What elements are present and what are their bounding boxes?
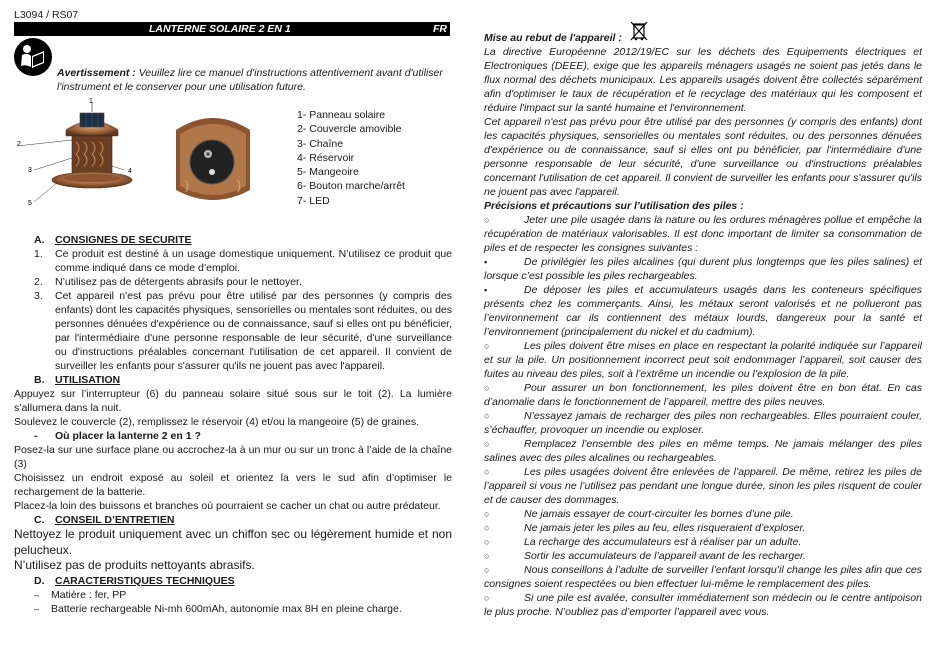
warning-label: Avertissement :	[57, 67, 136, 79]
callout-3: 3	[28, 167, 32, 174]
batteries-heading: Précisions et précautions sur l’utilisation des piles :	[484, 200, 744, 212]
battery-item: ○ Pour assurer un bon fonctionnement, les piles doivent être en bon état. En cas d’anomalie dans le fonctionnement de l’appareil, mettre des piles neuves.	[484, 382, 922, 408]
reference-code: L3094 / RS07	[14, 9, 79, 21]
section-d-heading: D. CARACTERISTIQUES TECHNIQUES	[34, 574, 235, 587]
part-item: 1- Panneau solaire	[297, 109, 386, 121]
title-bar	[14, 22, 450, 36]
battery-item: ▪ De privilégier les piles alcalines (qui durent plus longtemps que les piles salines) et lorsque c’est possible les piles rechargeables.	[484, 256, 922, 282]
section-a-heading: A. CONSIGNES DE SECURITE	[34, 234, 192, 246]
placement-subheading: - Où placer la lanterne 2 en 1 ?	[34, 430, 201, 442]
callout-1: 1	[89, 98, 93, 105]
spec-item: – Matière : fer, PP	[34, 588, 127, 601]
usage-paragraph: Soulevez le couvercle (2), remplissez le réservoir (4) et/ou la mangeoire (5) de graines.	[14, 416, 420, 428]
placement-paragraph: Placez-la loin des buissons et branches où pourraient se cacher un chat ou autre prédateur.	[14, 500, 441, 512]
battery-item: ○ N’essayez jamais de recharger des piles non rechargeables. Elles pourraient couler, s’échauffer, provoquer un incendie ou exploser.	[484, 410, 922, 436]
battery-item: ○ Les piles doivent être mises en place en respectant la polarité indiquée sur l’appareil et sur la pile. Un positionnement incorrect peut soit endommager l’appareil, soit causer des fuites au niveau des piles, soit à l’extrême un incendie ou l’explosion de la pile.	[484, 340, 922, 380]
callout-5: 5	[28, 200, 32, 207]
battery-item: ○ Jeter une pile usagée dans la nature ou les ordures ménagères pollue et empêche la récupération de matériaux valorisables. Il est donc important de limiter sa consommation de piles et de respecter les consignes suivantes :	[484, 214, 922, 254]
left-column	[14, 233, 452, 616]
battery-item: ○ La recharge des accumulateurs est à réaliser par un adulte.	[484, 536, 802, 548]
battery-item: ○ Remplacez l’ensemble des piles en même temps. Ne jamais mélanger des piles salines avec des piles alcalines ou rechargeables.	[484, 438, 922, 464]
part-item: 2- Couvercle amovible	[297, 123, 402, 136]
disposal-paragraph: Cet appareil n'est pas prévu pour être utilisé par des personnes (y compris des enfants) dont les capacités physiques, sensorielles ou mentales sont réduites, ou des personnes dénuées d'expérience ou de connaissance, sauf si elles ont pu bénéficier, par l'intermédiaire d'une personne responsable de leur sécurité, d'une surveillance ou d'instructions préalables concernant l'utilisation de cet appareil. Il convient de surveiller les enfants pour s'assurer qu'ils ne jouent pas avec l'appareil.	[484, 116, 922, 198]
lantern-underside-photo	[172, 110, 254, 205]
placement-paragraph: Choisissez un endroit exposé au soleil et orientez la vers le sud afin d’optimiser le rechargement de la batterie.	[14, 472, 452, 498]
section-b-heading: B. UTILISATION	[34, 374, 121, 386]
callout-2: 2	[17, 141, 21, 148]
callout-4: 4	[128, 168, 132, 175]
safety-item: 3. Cet appareil n'est pas prévu pour être utilisé par des personnes (y compris des enfants) dont les capacités physiques, sensorielles ou mentales sont réduites, ou des personnes dénuées d'expérience ou de connaissance, sauf si elles ont pu bénéficier, par l'intermédiaire d'une personne responsable de leur sécurité, d'une surveillance ou d'instructions préalables concernant l'utilisation de cet appareil. Il convient de surveiller les enfants pour s'assurer qu'ils ne jouent pas avec l'appareil.	[34, 290, 452, 372]
disposal-heading: Mise au rebut de l'appareil :	[484, 32, 622, 44]
maintenance-paragraph: N’utilisez pas de produits nettoyants abrasifs.	[14, 558, 255, 572]
battery-item: ○ Si une pile est avalée, consulter immédiatement son médecin ou le centre antipoison le plus proche. N’oubliez pas d’emporter l’appareil avec vous.	[484, 592, 922, 618]
warning-paragraph	[14, 66, 452, 94]
section-c-heading: C. CONSEIL D’ENTRETIEN	[34, 514, 175, 526]
language-code: FR	[433, 23, 447, 35]
part-item: 5- Mangeoire	[297, 166, 359, 179]
part-item: 7- LED	[297, 194, 330, 207]
lantern-photo	[14, 96, 164, 216]
battery-item: ○ Les piles usagées doivent être enlevées de l’appareil. De même, retirez les piles de l’appareil si vous ne l’utilisez pas pendant une longue durée, sinon les piles risquent de couler et de causer des dommages.	[484, 466, 922, 506]
battery-item: ▪ De déposer les piles et accumulateurs usagés dans les conteneurs spécifiques présents chez les commerçants. Ainsi, les métaux seront valorisés et ne pollueront pas l’environnement car ils contiennent des métaux lourds, dangereux pour la santé et l’environnement (principalement du nickel et du cadmium).	[484, 284, 922, 338]
part-item: 4- Réservoir	[297, 151, 355, 164]
safety-item: 1. Ce produit est destiné à un usage domestique uniquement. N’utilisez ce produit que comme indiqué dans ce mode d’emploi.	[34, 248, 452, 274]
placement-paragraph: Posez-la sur une surface plane ou accrochez-la à un mur ou sur un tronc à l’aide de la chaîne (3)	[14, 444, 452, 470]
part-item: 3- Chaîne	[297, 137, 344, 150]
disposal-paragraph: La directive Européenne 2012/19/EC sur les déchets des Equipements électriques et Electroniques (DEEE), exige que les appareils ménagers usagés ne soient pas jetés dans le flux normal des déchets municipaux. Les appareils usagés doivent être collectés séparément afin d'optimiser le taux de récupération et le recyclage des matériaux qui les composent et réduire l'impact sur la santé humaine et l'environnement.	[484, 46, 922, 114]
safety-item: 2. N’utilisez pas de détergents abrasifs pour le nettoyer.	[34, 276, 302, 288]
warning-text: Veuillez lire ce manuel d'instructions attentivement avant d'utiliser l'instrument et le conserver pour une utilisation future.	[57, 67, 443, 93]
maintenance-paragraph: Nettoyez le produit uniquement avec un chiffon sec ou légèrement humide et non pelucheux.	[14, 527, 452, 557]
spec-item: – Batterie rechargeable Ni-mh 600mAh, autonomie max 8H en pleine charge.	[34, 602, 402, 615]
battery-item: ○ Ne jamais jeter les piles au feu, elles risqueraient d’exploser.	[484, 522, 806, 534]
document-title: LANTERNE SOLAIRE 2 EN 1	[149, 23, 291, 35]
parts-list	[297, 108, 405, 208]
usage-paragraph: Appuyez sur l’interrupteur (6) du panneau solaire situé sous sur le toit (2). La lumière s’allumera dans la nuit.	[14, 388, 452, 414]
right-column	[484, 31, 922, 619]
battery-item: ○ Ne jamais essayer de court-circuiter les bornes d’une pile.	[484, 508, 794, 520]
battery-item: ○ Sortir les accumulateurs de l’appareil avant de les recharger.	[484, 550, 807, 562]
battery-item: ○ Nous conseillons à l’adulte de surveiller l’enfant lorsqu’il change les piles afin que ces consignes soient respectées ou bien effectuer lui-même le remplacement des piles.	[484, 564, 922, 590]
part-item: 6- Bouton marche/arrêt	[297, 180, 405, 193]
